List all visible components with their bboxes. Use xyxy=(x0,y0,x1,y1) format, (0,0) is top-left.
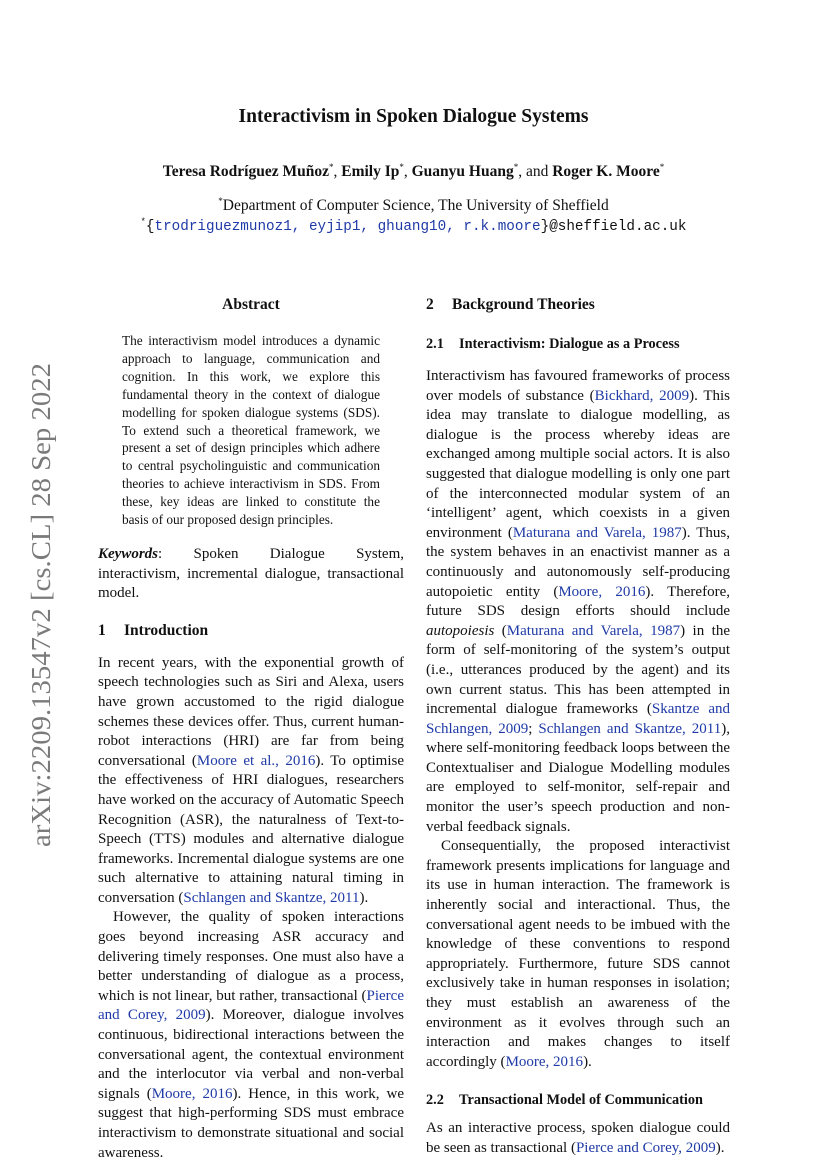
citation-link[interactable]: Schlangen and Skantze, 2011 xyxy=(538,720,722,737)
section-title: Background Theories xyxy=(452,296,595,313)
text-run: In recent years, with the exponential growth of speech technologies such as Siri and Alexa, users have grown accustomed to the rigid dialogue schemes these devices offer. Thus, current human-robot interactions (HRI) are far from being conversational ( xyxy=(98,654,404,769)
text-run: ). Therefore, future SDS design efforts should include xyxy=(426,583,730,620)
text-run: ; xyxy=(528,720,539,737)
abstract-body xyxy=(122,332,380,529)
text-run: However, the quality of spoken interactions goes beyond increasing ASR accuracy and delivering timely responses. One must also have a better understanding of dialogue as a process, which is not linear, but rather, transactional ( xyxy=(98,909,404,1004)
paragraph xyxy=(98,654,404,909)
text-run: ), where self-monitoring feedback loops between the Contextualiser and Dialogue Modelling modules are employed to self-monitor, self-repair and monitor the user’s speech production and non-verbal feedback signals. xyxy=(426,720,730,835)
author-name: Teresa Rodríguez Muñoz xyxy=(162,163,329,181)
paragraph xyxy=(426,1119,730,1158)
citation-link[interactable]: Skantze and Schlangen, 2009 xyxy=(426,701,730,737)
abstract-text: The interactivism model introduces a dynamic approach to language, communication and cognition. In this work, we explore this fundamental theory in the context of dialogue modelling for spoken dialogue systems (SDS). To extend such a theoretical framework, we present a set of design principles which adhere to central psycholinguistic and communication theories to achieve interactivism in SDS. From these, key ideas are linked to constitute the basis of our proposed design principles. xyxy=(122,333,380,528)
subsection-number: 2.2 xyxy=(426,1092,444,1109)
arxiv-side-stamp xyxy=(10,360,64,850)
abstract-heading: Abstract xyxy=(222,296,280,313)
affiliation-text: Department of Computer Science, The University of Sheffield xyxy=(222,197,609,215)
left-column xyxy=(98,296,404,1163)
keywords-text: : Spoken Dialogue System, interactivism, incremental dialogue, transactional model. xyxy=(98,545,404,602)
subsection-number: 2.1 xyxy=(426,336,444,352)
author-name: Guanyu Huang xyxy=(411,163,514,181)
section-number: 2 xyxy=(426,296,434,313)
paragraph xyxy=(426,367,730,837)
citation-link[interactable]: Pierce and Corey, 2009 xyxy=(98,987,404,1024)
section-introduction xyxy=(98,622,404,1163)
right-column xyxy=(426,296,730,1159)
emails-domain: }@sheffield.ac.uk xyxy=(540,218,687,235)
text-run: ). Thus, the system behaves in an enactivist manner as a continuously and autonomously self-producing autopoietic entity ( xyxy=(426,524,730,600)
paragraph xyxy=(426,837,730,1072)
subsection-heading xyxy=(426,1092,730,1109)
text-run: ). Moreover, dialogue involves continuous, bidirectional interactions between the conversational agent, the contextual environment and the interlocutor via verbal and non-verbal signals ( xyxy=(98,1007,404,1102)
author-mark: * xyxy=(659,162,665,172)
text-run: ) in the form of self-monitoring of the system’s output (i.e., utterances produced by the agent) and its own current status. This has been attempted in incremental dialogue frameworks ( xyxy=(426,622,730,718)
text-run: ( xyxy=(494,622,507,639)
text-run: ). xyxy=(359,889,369,906)
citation-link[interactable]: Moore et al., 2016 xyxy=(196,752,316,769)
author-mark: * xyxy=(399,162,404,172)
author-mark: * xyxy=(328,162,334,172)
citation-link[interactable]: Pierce and Corey, 2009 xyxy=(575,1139,716,1156)
text-run: ). xyxy=(583,1053,592,1070)
citation-link[interactable]: Moore, 2016 xyxy=(558,583,646,600)
section-heading xyxy=(426,296,730,314)
text-run: ). xyxy=(715,1139,725,1156)
subsection-heading xyxy=(426,336,730,353)
citation-link[interactable]: Maturana and Varela, 1987 xyxy=(506,622,681,639)
subsection-title: Transactional Model of Communication xyxy=(459,1092,703,1109)
section-number: 1 xyxy=(98,621,106,639)
citation-link[interactable]: Bickhard, 2009 xyxy=(594,387,690,404)
author-separator: , xyxy=(403,163,412,181)
text-run: ). This idea may translate to dialogue modelling, as dialogue is the process whereby ideas are exchanged among multiple social actors. It is also suggested that dialogue modelling is only one part of the interconnected modular system of an ‘intelligent’ agent, which coexists in a given environment ( xyxy=(426,387,730,541)
affiliation xyxy=(0,196,827,215)
author-emails xyxy=(0,217,827,235)
text-run: ). To optimise the effectiveness of HRI dialogues, researchers have worked on the accuracy of Automatic Speech Recognition (ASR), the naturalness of Text-to-Speech (TTS) modules and alternative dialogue frameworks. Incremental dialogue systems are one such alternative to attaining natural timing in conversation ( xyxy=(98,752,404,906)
author-separator: , xyxy=(333,163,342,181)
citation-link[interactable]: Moore, 2016 xyxy=(151,1085,233,1102)
affiliation-mark: * xyxy=(218,196,223,206)
paragraph xyxy=(98,908,404,1163)
author-mark: * xyxy=(513,162,519,172)
text-run: Interactivism has favoured frameworks of process over models of substance ( xyxy=(426,368,730,404)
subsection-title: Interactivism: Dialogue as a Process xyxy=(459,336,680,352)
section-heading xyxy=(98,622,404,640)
emails-mark: * xyxy=(140,217,146,227)
author-name: Emily Ip xyxy=(341,163,400,181)
text-run: Consequentially, the proposed interactivist framework presents implications for language and its use in human interaction. The framework is inherently social and interactional. Thus, the conversational agent needs to be imbued with the knowledge of these conventions to respond appropriately. Furthermore, future SDS cannot exclusively take in human responses in isolation; they must establish an awareness of the environment as it evolves through such an interaction and makes changes to itself accordingly ( xyxy=(426,838,730,1070)
text-run: ). Hence, in this work, we suggest that high-performing SDS must embrace interactivism to demonstrate situational and social awareness. xyxy=(98,1085,404,1161)
author-name: Roger K. Moore xyxy=(552,163,660,181)
email-usernames-link[interactable]: trodriguezmunoz1, eyjip1, ghuang10, r.k.moore xyxy=(154,218,541,235)
keywords-label: Keywords xyxy=(98,545,158,562)
section-title: Introduction xyxy=(124,621,209,639)
author-list xyxy=(0,162,827,181)
author-separator: , and xyxy=(518,163,553,181)
citation-link[interactable]: Schlangen and Skantze, 2011 xyxy=(183,889,360,906)
paper-title: Interactivism in Spoken Dialogue Systems xyxy=(238,106,589,127)
arxiv-identifier: arXiv:2209.13547v2 [cs.CL] 28 Sep 2022 xyxy=(26,392,56,847)
keywords xyxy=(98,545,404,604)
emphasis-term: autopoiesis xyxy=(426,622,495,639)
citation-link[interactable]: Moore, 2016 xyxy=(505,1053,584,1070)
text-run: As an interactive process, spoken dialogue could be seen as transactional ( xyxy=(426,1120,730,1156)
emails-open: { xyxy=(145,218,155,235)
citation-link[interactable]: Maturana and Varela, 1987 xyxy=(512,524,682,541)
